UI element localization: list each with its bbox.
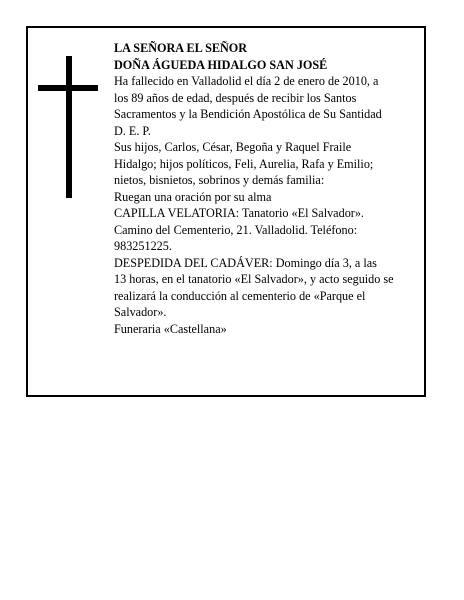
- notice-body-line: Funeraria «Castellana»: [114, 321, 227, 336]
- notice-body-line: 983251225.: [114, 239, 172, 253]
- notice-text: [114, 40, 432, 337]
- notice-body-line: 13 horas, en el tanatorio «El Salvador», y acto seguido se: [114, 272, 394, 286]
- notice-body-line: los 89 años de edad, después de recibir los Santos: [114, 90, 357, 105]
- notice-body-line: Sacramentos y la Bendición Apostólica de Su Santidad: [114, 107, 382, 121]
- notice-body-line: DESPEDIDA DEL CADÁVER: Domingo día 3, a las: [114, 255, 377, 270]
- obituary-notice: [26, 26, 426, 397]
- notice-body-line: CAPILLA VELATORIA: Tanatorio «El Salvador».: [114, 206, 364, 220]
- cross-icon: [38, 56, 98, 198]
- notice-body-line: realizará la conducción al cementerio de «Parque el: [114, 288, 366, 303]
- notice-body-line: D. E. P.: [114, 123, 151, 138]
- notice-body-line: Salvador».: [114, 305, 167, 319]
- notice-body-line: Hidalgo; hijos políticos, Feli, Aurelia, Rafa y Emilio;: [114, 156, 374, 171]
- notice-body-line: Ha fallecido en Valladolid el día 2 de enero de 2010, a: [114, 74, 379, 88]
- cross-vertical-bar: [66, 56, 72, 198]
- cross-horizontal-bar: [38, 85, 98, 91]
- deceased-name: DOÑA ÁGUEDA HIDALGO SAN JOSÉ: [114, 57, 328, 72]
- notice-body-line: nietos, bisnietos, sobrinos y demás familia:: [114, 173, 325, 187]
- notice-body-line: Camino del Cementerio, 21. Valladolid. Teléfono:: [114, 222, 358, 237]
- notice-heading-line: LA SEÑORA EL SEÑOR: [114, 41, 248, 55]
- notice-body-line: Ruegan una oración por su alma: [114, 189, 272, 204]
- notice-body-line: Sus hijos, Carlos, César, Begoña y Raquel Fraile: [114, 140, 352, 154]
